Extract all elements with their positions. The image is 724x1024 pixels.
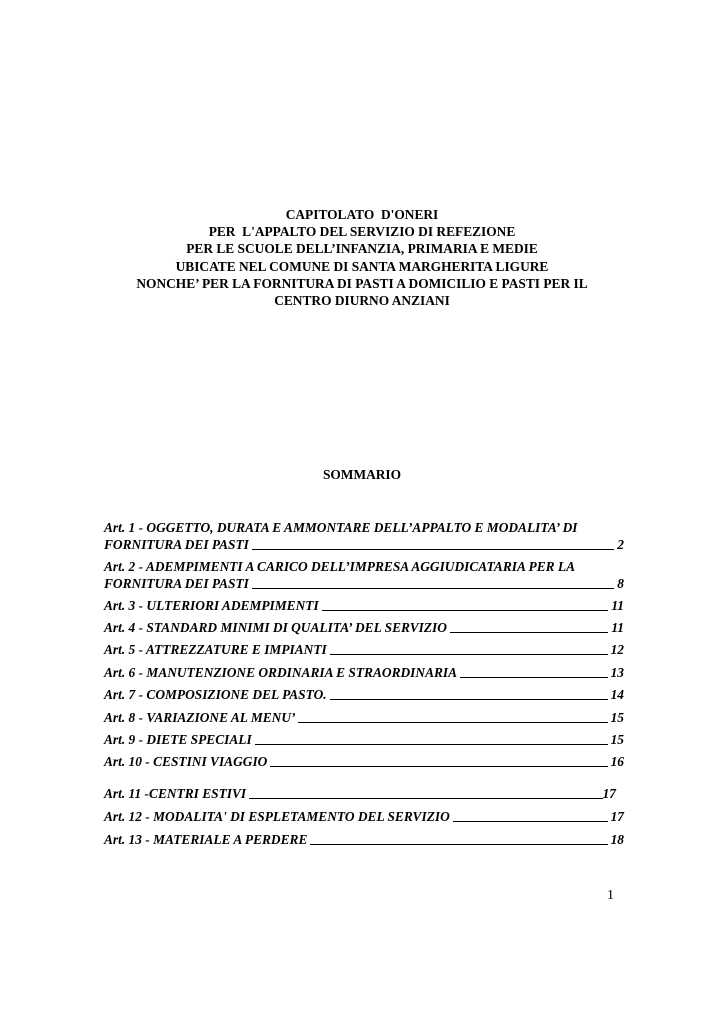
title-line: UBICATE NEL COMUNE DI SANTA MARGHERITA LIGURE xyxy=(175,258,549,274)
page-number: 1 xyxy=(607,888,614,903)
toc-leader-line xyxy=(270,765,607,767)
toc-entry-text: Art. 5 - ATTREZZATURE E IMPIANTI xyxy=(104,642,327,657)
toc-page-number: 12 xyxy=(610,642,624,657)
toc-page-number: 17 xyxy=(602,786,616,801)
toc-leader-line xyxy=(252,587,614,589)
toc-entry-art-5[interactable] xyxy=(104,641,624,658)
toc-entry-art-6[interactable] xyxy=(104,664,624,681)
toc-page-number: 17 xyxy=(610,809,624,824)
toc-entry-text: Art. 12 - MODALITA' DI ESPLETAMENTO DEL SERVIZIO xyxy=(104,809,450,824)
toc-entry-text: Art. 11 -CENTRI ESTIVI xyxy=(104,786,247,801)
toc-entry-art-4[interactable] xyxy=(104,619,624,636)
toc-entry-text: Art. 4 - STANDARD MINIMI DI QUALITA’ DEL SERVIZIO xyxy=(104,620,447,635)
toc-page-number: 16 xyxy=(610,754,624,769)
toc-page-number: 13 xyxy=(610,665,624,680)
toc-entry-text: Art. 9 - DIETE SPECIALI xyxy=(104,732,252,747)
document-title xyxy=(0,206,724,309)
toc-entry-text: Art. 6 - MANUTENZIONE ORDINARIA E STRAORDINARIA xyxy=(104,665,458,680)
toc-entry-art-2[interactable] xyxy=(104,558,624,592)
toc-leader-line xyxy=(330,698,608,700)
toc-entry-art-7[interactable] xyxy=(104,686,624,703)
toc-leader-line xyxy=(298,721,607,723)
summary-heading: SOMMARIO xyxy=(322,467,402,482)
toc-page-number: 18 xyxy=(610,832,624,847)
toc-entry-art-9[interactable] xyxy=(104,731,624,748)
toc-leader-line xyxy=(310,843,607,845)
toc-leader-line xyxy=(322,609,609,611)
toc-leader-line xyxy=(255,743,608,745)
toc-entry-text: Art. 7 - COMPOSIZIONE DEL PASTO. xyxy=(104,687,327,702)
toc-entry-art-11[interactable] xyxy=(104,785,616,802)
toc-leader-line xyxy=(249,797,602,799)
toc-entry-text: Art. 8 - VARIAZIONE AL MENU’ xyxy=(104,710,296,725)
toc-page-number: 11 xyxy=(611,620,624,635)
toc-leader-line xyxy=(330,653,608,655)
toc-entry-text: Art. 13 - MATERIALE A PERDERE xyxy=(104,832,308,847)
toc-entry-art-10[interactable] xyxy=(104,753,624,770)
toc-entry-art-8[interactable] xyxy=(104,709,624,726)
title-line: CENTRO DIURNO ANZIANI xyxy=(274,293,450,309)
toc-leader-line xyxy=(450,631,608,633)
toc-page-number: 14 xyxy=(610,687,624,702)
toc-entry-art-12[interactable] xyxy=(104,808,624,825)
toc-entry-text: Art. 10 - CESTINI VIAGGIO xyxy=(104,754,268,769)
toc-page-number: 15 xyxy=(610,732,624,747)
toc-page-number: 8 xyxy=(617,576,624,591)
toc-entry-text: FORNITURA DEI PASTI xyxy=(104,537,249,552)
toc-leader-line xyxy=(453,820,608,822)
toc-entry-art-3[interactable] xyxy=(104,597,624,614)
toc-leader-line xyxy=(460,676,608,678)
title-line: PER LE SCUOLE DELL’INFANZIA, PRIMARIA E MEDIE xyxy=(186,241,538,257)
toc-entry-art-1[interactable] xyxy=(104,519,624,553)
toc-page-number: 11 xyxy=(611,598,624,613)
title-line: CAPITOLATO D'ONERI xyxy=(285,207,439,222)
toc-entry-heading: Art. 1 - OGGETTO, DURATA E AMMONTARE DELL’APPALTO E MODALITA’ DI xyxy=(104,520,578,535)
toc-entry-text: FORNITURA DEI PASTI xyxy=(104,576,249,591)
toc-entry-text: Art. 3 - ULTERIORI ADEMPIMENTI xyxy=(104,598,319,613)
title-line: PER L'APPALTO DEL SERVIZIO DI REFEZIONE xyxy=(208,224,516,240)
title-line: NONCHE’ PER LA FORNITURA DI PASTI A DOMICILIO E PASTI PER IL xyxy=(136,275,588,291)
toc-entry-art-13[interactable] xyxy=(104,831,624,848)
toc-leader-line xyxy=(252,548,614,550)
toc-page-number: 15 xyxy=(610,710,624,725)
toc-entry-heading: Art. 2 - ADEMPIMENTI A CARICO DELL’IMPRESA AGGIUDICATARIA PER LA xyxy=(104,559,576,574)
toc-page-number: 2 xyxy=(617,537,624,552)
